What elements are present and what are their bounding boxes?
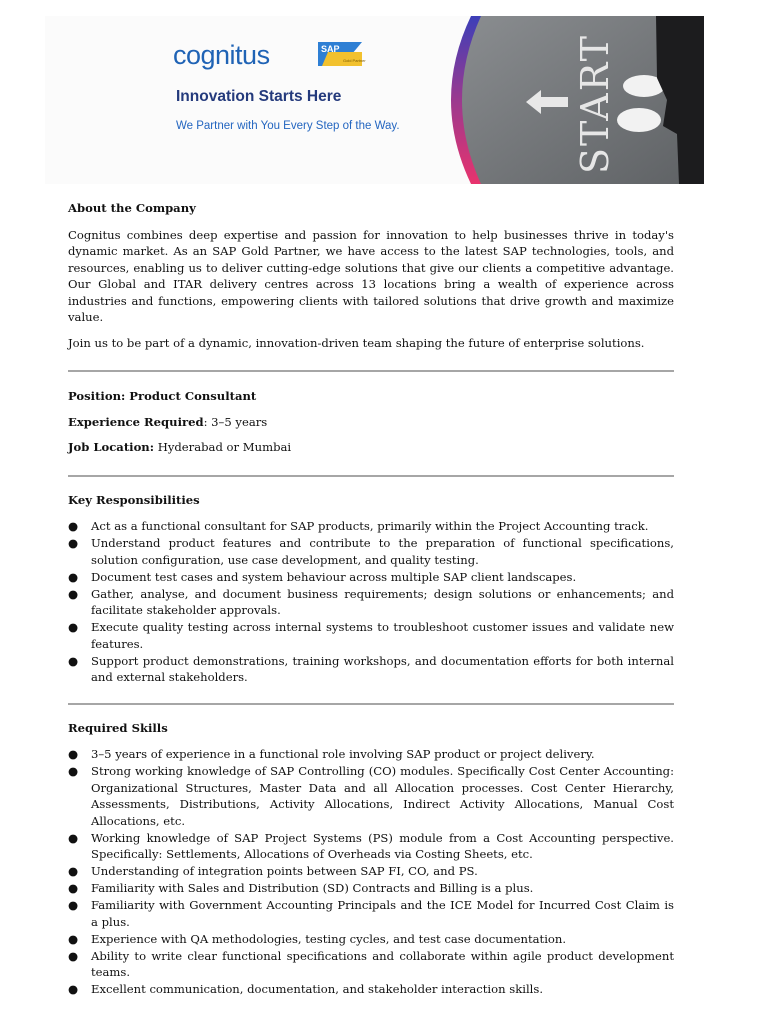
bullet-icon: ● [68,764,79,778]
bullet-icon: ● [68,948,79,963]
experience-line [68,414,674,431]
experience-value: : 3–5 years [203,414,268,429]
list-item: ● Working knowledge of SAP Project Systems (PS) module from a Cost Accounting perspective. Specifically: Settlements, Allocations of Overheads via Costing Sheets, etc. [68,830,674,861]
skills-heading: Required Skills [68,720,168,735]
location-value: Hyderabad or Mumbai [154,440,292,454]
header-banner [45,16,704,184]
bullet-icon: ● [68,982,79,996]
list-item: ● Execute quality testing across internal systems to troubleshoot customer issues and validate new features. [68,620,674,651]
start-road-photo [441,16,704,184]
list-item: ● Strong working knowledge of SAP Controlling (CO) modules. Specifically Cost Center Accounting: Organizational Structures, Master Data and all Allocation processes. Cost Center Hierarchy, Assessments, Distributions, Activity Allocations, Indirect Activity Allocations, Manual Cost Allocations, etc. [68,764,674,828]
join-paragraph: Join us to be part of a dynamic, innovation-driven team shaping the future of enterprise solutions. [68,335,645,350]
responsibilities-list [68,518,674,686]
location-label: Job Location: [68,440,155,454]
list-item: ● Support product demonstrations, training workshops, and documentation efforts for both internal and external stakeholders. [68,653,674,684]
divider [68,475,674,477]
bullet-icon: ● [68,519,79,533]
divider [68,703,674,705]
bullet-icon: ● [68,830,79,845]
list-item: ● Ability to write clear functional specifications and collaborate within agile product development teams. [68,948,674,979]
list-item: ● 3–5 years of experience in a functional role involving SAP product or project delivery. [68,747,595,761]
skills-list [68,746,674,998]
bullet-icon: ● [68,586,79,601]
bullet-icon: ● [68,931,79,946]
bullet-icon: ● [68,864,79,878]
bullet-icon: ● [68,536,79,550]
bullet-icon: ● [68,620,79,634]
svg-text:Gold Partner: Gold Partner [343,58,366,63]
list-item: ● Document test cases and system behaviour across multiple SAP client landscapes. [68,569,577,584]
list-item: ● Understand product features and contribute to the preparation of functional specifications, solution configuration, use case development, and quality testing. [68,536,674,567]
about-paragraph: Cognitus combines deep expertise and passion for innovation to help businesses thrive in today's dynamic market. As an SAP Gold Partner, we have access to the latest SAP technologies, tools, and resources, enabling us to deliver cutting-edge solutions that give our clients a competitive advantage. Our Global and ITAR delivery centres across 13 locations bring a wealth of experience across industries and functions, empowering clients with tailored solutions that drive growth and maximize value. [68,227,674,324]
bullet-icon: ● [68,747,79,761]
tagline: Innovation Starts Here [176,88,342,105]
bullet-icon: ● [68,569,79,584]
list-item: ● Excellent communication, documentation, and stakeholder interaction skills. [68,982,544,996]
list-item: ● Familiarity with Sales and Distribution (SD) Contracts and Billing is a plus. [68,881,534,895]
bullet-icon: ● [68,881,79,895]
bullet-icon: ● [68,898,79,912]
sap-gold-partner-logo [318,42,366,66]
about-heading: About the Company [68,201,196,215]
divider [68,370,674,372]
cognitus-logo: cognitus [173,40,270,70]
list-item: ● Act as a functional consultant for SAP products, primarily within the Project Accounting track. [68,519,649,533]
bullet-icon: ● [68,653,79,668]
list-item: ● Gather, analyse, and document business requirements; design solutions or enhancements; and facilitate stakeholder approvals. [68,586,674,617]
job-description [68,200,674,998]
subtagline: We Partner with You Every Step of the Way. [176,120,400,132]
list-item: ● Understanding of integration points between SAP FI, CO, and PS. [68,864,478,878]
position-title: Position: Product Consultant [68,389,257,403]
svg-text:START: START [573,33,617,174]
list-item: ● Experience with QA methodologies, testing cycles, and test case documentation. [68,931,567,946]
experience-label: Experience Required [68,414,204,429]
list-item: ● Familiarity with Government Accounting Principals and the ICE Model for Incurred Cost Claim is a plus. [68,898,674,929]
location-line [68,439,674,456]
responsibilities-heading: Key Responsibilities [68,492,200,507]
svg-text:SAP: SAP [321,44,340,54]
